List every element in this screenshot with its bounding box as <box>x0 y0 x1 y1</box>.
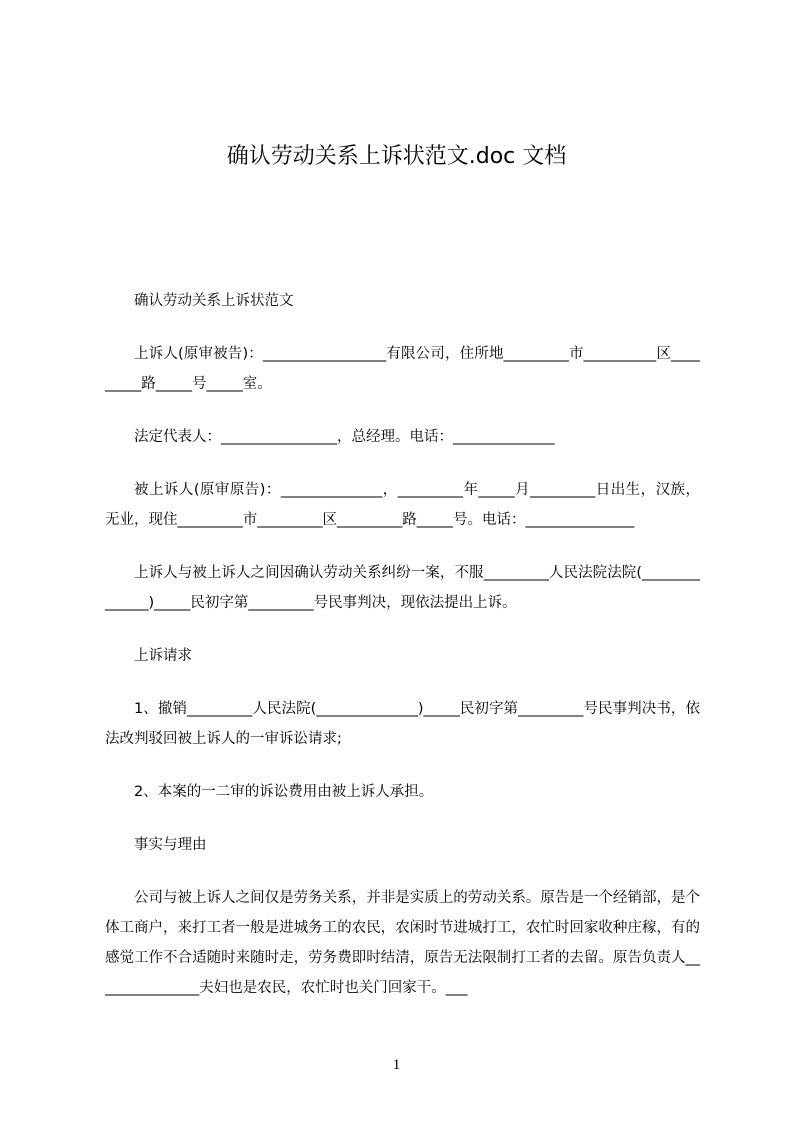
case-intro-paragraph: 上诉人与被上诉人之间因确认劳动关系纠纷一案，不服_________人民法院法院(______________)_____民初字第_________号民事判决，现依法提出上诉。 <box>105 565 700 611</box>
appellee-paragraph: 被上诉人(原审原告)：______________，_________年_____月_________日出生，汉族，无业，现住_________市_________区_________路_____号。电话：_______________ <box>105 482 700 528</box>
request-item-1: 1、撤销_________人民法院(______________)_____民初字第_________号民事判决书，依法改判驳回被上诉人的一审诉讼请求; <box>105 701 700 747</box>
appellant-paragraph: 上诉人(原审被告)：_________________有限公司，住所地_________市__________区_________路_____号_____室。 <box>105 346 700 392</box>
document-body <box>105 286 700 1003</box>
facts-reasons-heading: 事实与理由 <box>134 837 207 853</box>
section-heading: 确认劳动关系上诉状范文 <box>134 293 294 309</box>
appeal-requests-heading: 上诉请求 <box>134 648 192 664</box>
page-number: 1 <box>392 1057 401 1073</box>
request-item-2: 2、本案的一二审的诉讼费用由被上诉人承担。 <box>134 784 434 800</box>
facts-paragraph: 公司与被上诉人之间仅是劳务关系，并非是实质上的劳动关系。原告是一个经销部，是个体工商户，来打工者一般是进城务工的农民，农闲时节进城打工，农忙时回家收种庄稼，有的感觉工作不合适随时来随时走，劳务费即时结清，原告无法限制打工者的去留。原告负责人_______________夫妇也是农民，农忙时也关门回家干。___ <box>105 890 700 996</box>
document-title: 确认劳动关系上诉状范文.doc 文档 <box>226 144 567 169</box>
legal-representative-paragraph: 法定代表人：________________，总经理。电话：______________ <box>134 429 555 445</box>
